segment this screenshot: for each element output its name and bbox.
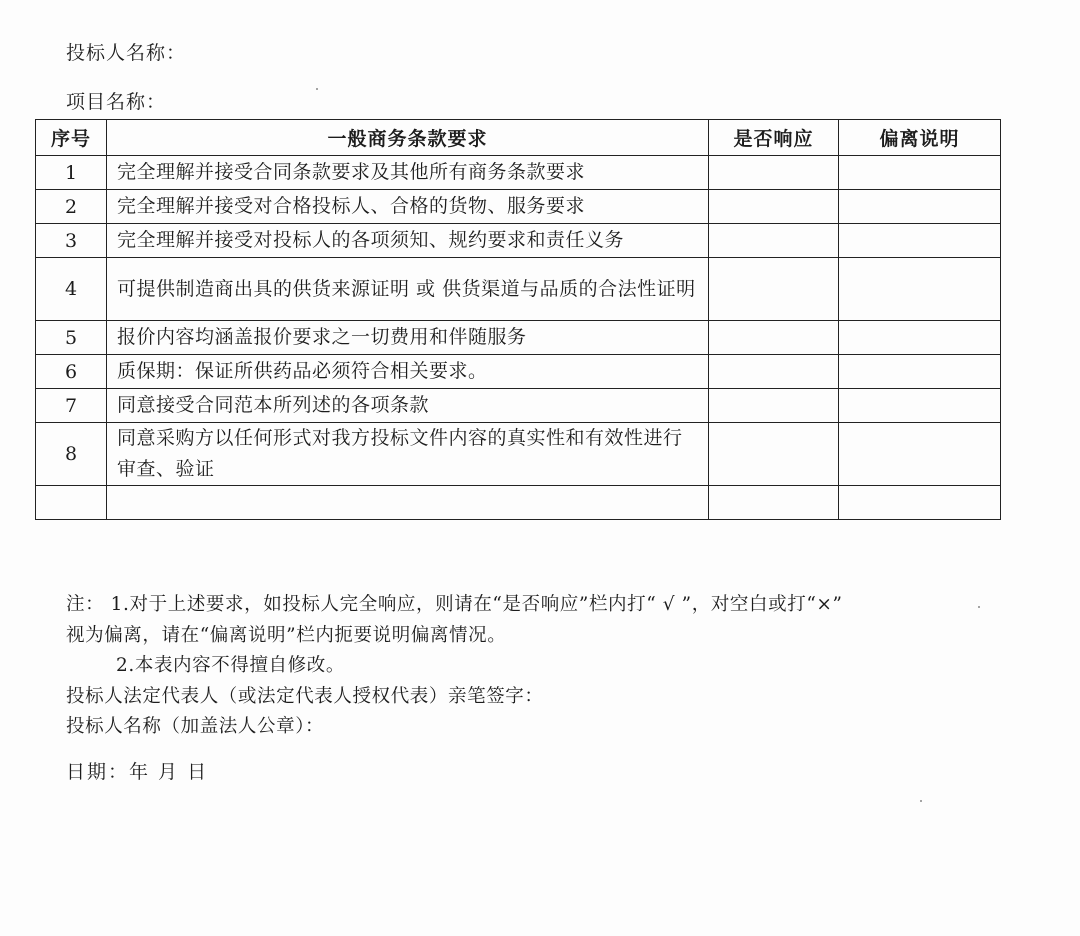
notes-section xyxy=(66,590,843,743)
requirement-cell: 可提供制造商出具的供货来源证明 或 供货渠道与品质的合法性证明 xyxy=(107,258,709,321)
scan-speck xyxy=(978,606,980,608)
response-cell[interactable] xyxy=(709,190,839,224)
table-row xyxy=(36,321,1001,355)
project-name-label: 项目名称： xyxy=(66,91,167,113)
note-1-line-1: 注： 1.对于上述要求，如投标人完全响应，则请在“是否响应”栏内打“ √ ”，对空白或打“×” xyxy=(66,594,843,615)
row-number: 5 xyxy=(36,321,107,355)
table-row xyxy=(36,355,1001,389)
deviation-cell[interactable] xyxy=(839,156,1001,190)
note-1-line-2: 视为偏离，请在“偏离说明”栏内扼要说明偏离情况。 xyxy=(66,624,507,646)
requirement-cell: 同意采购方以任何形式对我方投标文件内容的真实性和有效性进行审查、验证 xyxy=(107,423,709,486)
requirement-cell: 质保期：保证所供药品必须符合相关要求。 xyxy=(107,355,709,389)
response-cell[interactable] xyxy=(709,423,839,486)
row-number: 6 xyxy=(36,355,107,389)
response-cell[interactable] xyxy=(709,258,839,321)
col-header-requirement: 一般商务条款要求 xyxy=(107,120,709,156)
commercial-terms-table xyxy=(35,119,1001,520)
response-cell[interactable] xyxy=(709,355,839,389)
table-row xyxy=(36,389,1001,423)
bidder-name-label: 投标人名称： xyxy=(66,42,187,64)
table-row xyxy=(36,224,1001,258)
requirement-cell: 完全理解并接受对投标人的各项须知、规约要求和责任义务 xyxy=(107,224,709,258)
deviation-cell[interactable] xyxy=(839,423,1001,486)
deviation-cell[interactable] xyxy=(839,321,1001,355)
row-number xyxy=(36,486,107,520)
response-cell[interactable] xyxy=(709,486,839,520)
response-cell[interactable] xyxy=(709,224,839,258)
row-number: 8 xyxy=(36,423,107,486)
row-number: 1 xyxy=(36,156,107,190)
requirement-cell: 报价内容均涵盖报价要求之一切费用和伴随服务 xyxy=(107,321,709,355)
deviation-cell[interactable] xyxy=(839,190,1001,224)
response-cell[interactable] xyxy=(709,321,839,355)
row-number: 4 xyxy=(36,258,107,321)
requirement-cell: 同意接受合同范本所列述的各项条款 xyxy=(107,389,709,423)
note-2: 2.本表内容不得擅自修改。 xyxy=(116,655,345,676)
row-number: 7 xyxy=(36,389,107,423)
table-row xyxy=(36,423,1001,486)
requirement-cell xyxy=(107,486,709,520)
deviation-cell[interactable] xyxy=(839,258,1001,321)
table-header-row xyxy=(36,120,1001,156)
deviation-cell[interactable] xyxy=(839,355,1001,389)
scan-speck xyxy=(316,88,318,90)
response-cell[interactable] xyxy=(709,389,839,423)
table-row xyxy=(36,258,1001,321)
requirement-cell: 完全理解并接受合同条款要求及其他所有商务条款要求 xyxy=(107,156,709,190)
scan-speck xyxy=(920,800,922,802)
date-label: 日期：年 月 日 xyxy=(66,761,209,783)
deviation-cell[interactable] xyxy=(839,389,1001,423)
col-header-deviation: 偏离说明 xyxy=(839,120,1001,156)
row-number: 2 xyxy=(36,190,107,224)
table-row-empty xyxy=(36,486,1001,520)
table-row xyxy=(36,190,1001,224)
col-header-response: 是否响应 xyxy=(709,120,839,156)
requirement-cell: 完全理解并接受对合格投标人、合格的货物、服务要求 xyxy=(107,190,709,224)
deviation-cell[interactable] xyxy=(839,486,1001,520)
row-number: 3 xyxy=(36,224,107,258)
col-header-no: 序号 xyxy=(36,120,107,156)
table-row xyxy=(36,156,1001,190)
deviation-cell[interactable] xyxy=(839,224,1001,258)
response-cell[interactable] xyxy=(709,156,839,190)
seal-label: 投标人名称（加盖法人公章）： xyxy=(66,716,325,737)
signature-label: 投标人法定代表人（或法定代表人授权代表）亲笔签字： xyxy=(66,685,544,707)
